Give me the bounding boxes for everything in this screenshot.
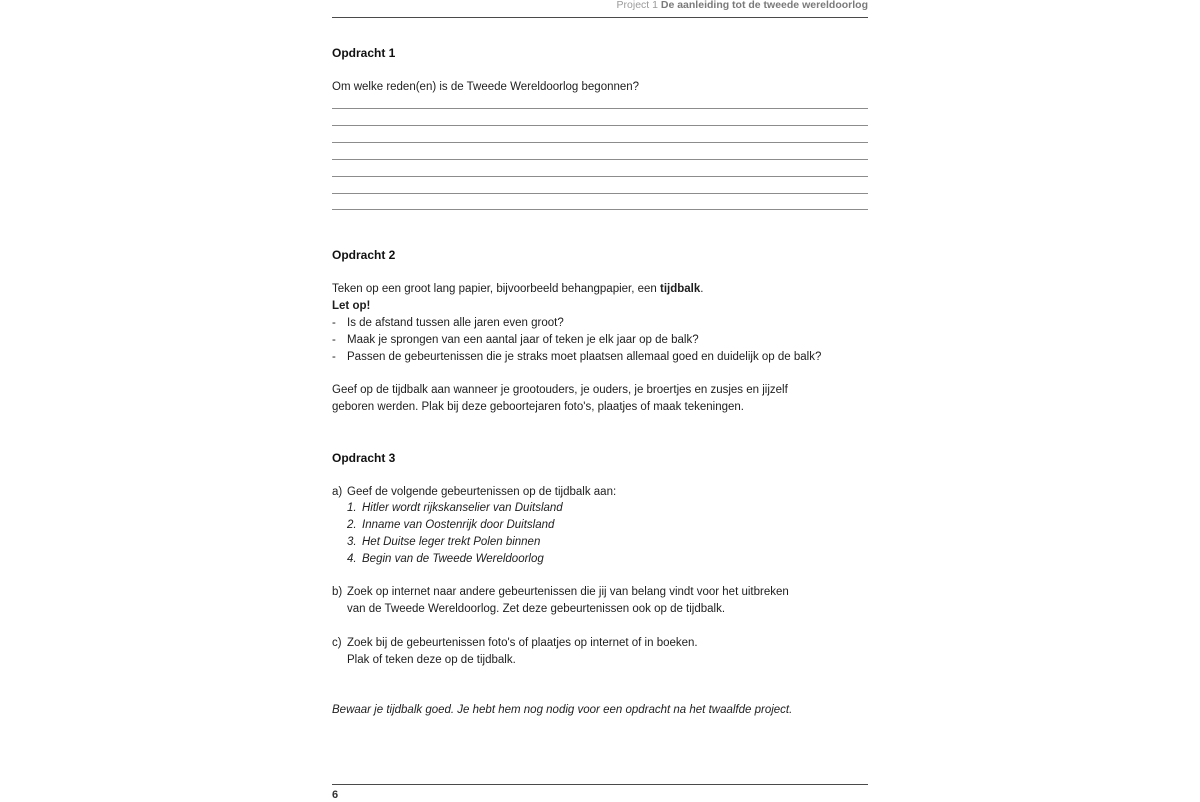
sub-question-c-continuation: Plak of teken deze op de tijdbalk.	[347, 654, 516, 666]
bullet-item	[332, 349, 821, 366]
sub-question-marker: a)	[332, 486, 343, 498]
sub-question-text: Geef de volgende gebeurtenissen op de tijdbalk aan:	[347, 486, 617, 498]
sub-question-c	[332, 635, 698, 652]
bullet-text: Maak je sprongen van een aantal jaar of teken je elk jaar op de balk?	[347, 334, 699, 346]
bullet-text: Passen de gebeurtenissen die je straks moet plaatsen allemaal goed en duidelijk op de balk?	[347, 351, 822, 363]
document-page	[332, 0, 868, 800]
opdracht-3-heading: Opdracht 3	[332, 451, 396, 465]
bullet-marker: -	[332, 351, 336, 363]
page-number: 6	[332, 789, 339, 801]
project-label: Project 1	[616, 0, 658, 11]
sub-question-marker: b)	[332, 586, 343, 598]
event-number: 3.	[347, 536, 357, 548]
answer-line	[332, 193, 868, 194]
footer-rule	[332, 784, 868, 785]
event-text: Hitler wordt rijkskanselier van Duitsland	[362, 502, 563, 514]
opdracht-2-heading: Opdracht 2	[332, 248, 396, 262]
opdracht-1-heading: Opdracht 1	[332, 46, 396, 60]
event-item	[347, 534, 540, 551]
sub-question-b	[332, 584, 789, 601]
answer-line	[332, 125, 868, 126]
opdracht-2-paragraph-line: Geef op de tijdbalk aan wanneer je grootouders, je ouders, je broertjes en zusjes en jijzelf	[332, 384, 788, 396]
event-text: Inname van Oostenrijk door Duitsland	[362, 519, 555, 531]
bullet-marker: -	[332, 334, 336, 346]
opdracht-2-paragraph-line: geboren werden. Plak bij deze geboortejaren foto's, plaatjes of maak tekeningen.	[332, 401, 744, 413]
answer-line	[332, 176, 868, 177]
answer-line	[332, 159, 868, 160]
project-title: De aanleiding tot de tweede wereldoorlog	[660, 0, 868, 11]
event-item	[347, 500, 563, 517]
bullet-marker: -	[332, 317, 336, 329]
event-item	[347, 551, 544, 568]
answer-line	[332, 142, 868, 143]
event-item	[347, 517, 554, 534]
event-number: 4.	[347, 553, 357, 565]
sub-question-marker: c)	[332, 637, 342, 649]
bullet-item	[332, 332, 699, 349]
sub-question-text: Zoek op internet naar andere gebeurtenissen die jij van belang vindt voor het uitbreken	[347, 586, 789, 598]
sub-question-text: Zoek bij de gebeurtenissen foto's of plaatjes op internet of in boeken.	[347, 637, 698, 649]
intro-keyword: tijdbalk	[660, 283, 701, 295]
opdracht-2-intro	[332, 281, 703, 298]
sub-question-b-continuation: van de Tweede Wereldoorlog. Zet deze gebeurtenissen ook op de tijdbalk.	[347, 603, 726, 615]
bullet-text: Is de afstand tussen alle jaren even groot?	[347, 317, 564, 329]
closing-note: Bewaar je tijdbalk goed. Je hebt hem nog nodig voor een opdracht na het twaalfde project.	[332, 704, 793, 716]
answer-line	[332, 209, 868, 210]
answer-line	[332, 108, 868, 109]
running-header	[332, 0, 868, 12]
let-op-note: Let op!	[332, 300, 371, 312]
bullet-item	[332, 315, 564, 332]
header-rule	[332, 17, 868, 18]
intro-suffix: .	[700, 283, 704, 295]
sub-question-a	[332, 484, 616, 501]
event-text: Begin van de Tweede Wereldoorlog	[362, 553, 544, 565]
event-number: 2.	[347, 519, 357, 531]
opdracht-1-question: Om welke reden(en) is de Tweede Wereldoorlog begonnen?	[332, 81, 640, 93]
intro-prefix: Teken op een groot lang papier, bijvoorbeeld behangpapier, een	[332, 283, 661, 295]
event-number: 1.	[347, 502, 357, 514]
event-text: Het Duitse leger trekt Polen binnen	[362, 536, 541, 548]
